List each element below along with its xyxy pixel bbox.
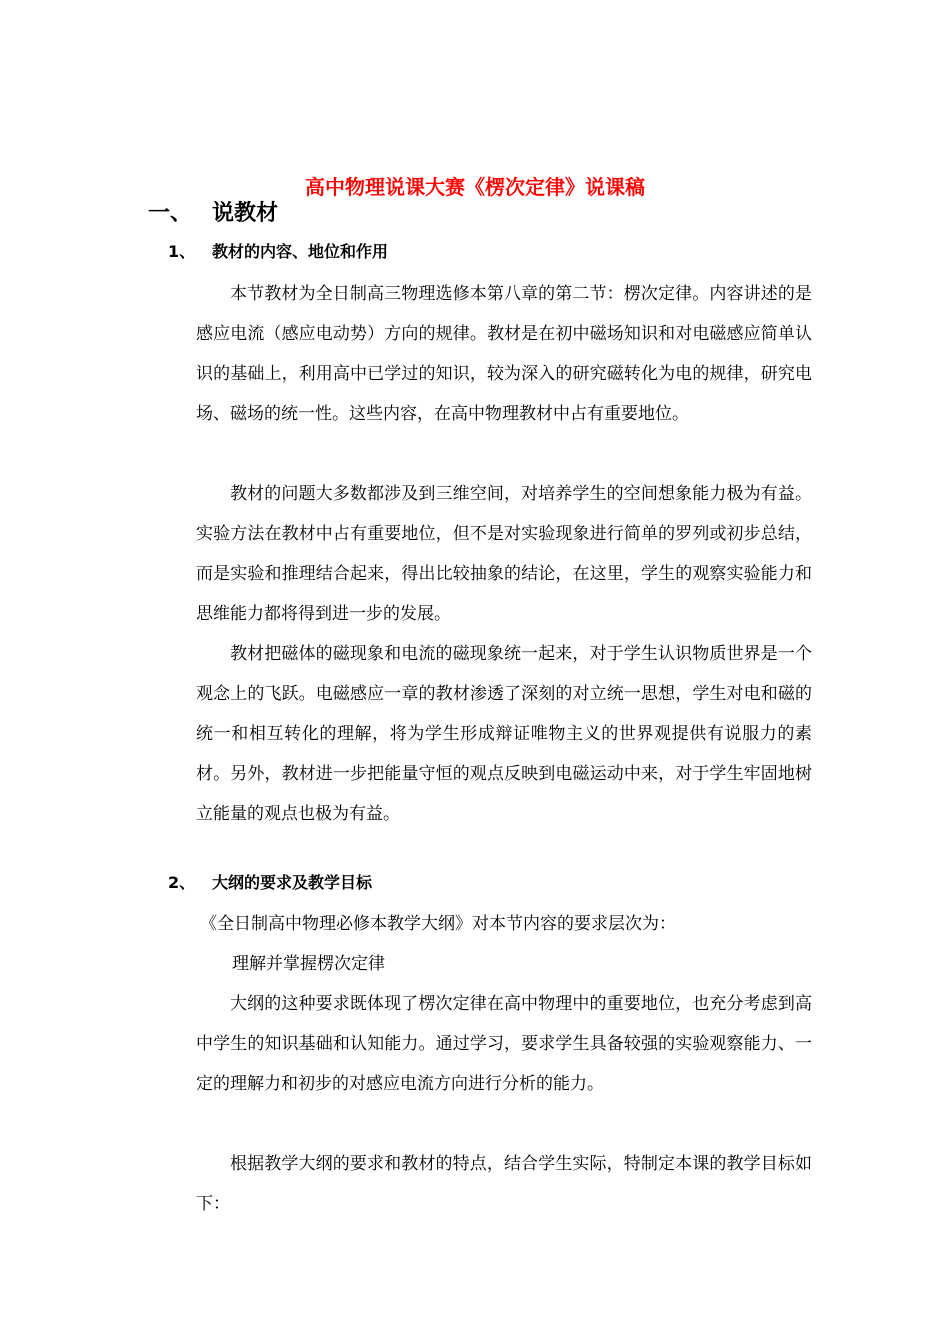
- subsection-number: 2、: [168, 873, 196, 892]
- subsection-title: 教材的内容、地位和作用: [212, 242, 389, 261]
- outline-requirement-line: 《全日制高中物理必修本教学大纲》对本节内容的要求层次为：: [200, 914, 676, 934]
- section-title: 说教材: [212, 201, 279, 226]
- paragraph-unification: 教材把磁体的磁现象和电流的磁现象统一起来，对于学生认识物质世界是一个观念上的飞跃。电磁感应一章的教材渗透了深刻的对立统一思想，学生对电和磁的统一和相互转化的理解，将为学生形成辩证唯物主义的世界观提供有说服力的素材。另外，教材进一步把能量守恒的观点反映到电磁运动中来，对于学生牢固地树立能量的观点也极为有益。: [196, 644, 812, 824]
- requirement-level: 理解并掌握楞次定律: [232, 954, 385, 974]
- section-number: 一、: [148, 201, 193, 226]
- paragraph-teaching-goals: 根据教学大纲的要求和教材的特点，结合学生实际，特制定本课的教学目标如下：: [196, 1154, 812, 1214]
- paragraph-outline-analysis: 大纲的这种要求既体现了楞次定律在高中物理中的重要地位，也充分考虑到高中学生的知识基础和认知能力。通过学习，要求学生具备较强的实验观察能力、一定的理解力和初步的对感应电流方向进行分析的能力。: [196, 994, 812, 1094]
- subsection-number: 1、: [168, 242, 196, 261]
- document-title: 高中物理说课大赛《楞次定律》说课稿: [305, 175, 645, 199]
- paragraph-content-status: 本节教材为全日制高三物理选修本第八章的第二节：楞次定律。内容讲述的是感应电流（感应电动势）方向的规律。教材是在初中磁场知识和对电磁感应简单认识的基础上，利用高中已学过的知识，较为深入的研究磁转化为电的规律，研究电场、磁场的统一性。这些内容，在高中物理教材中占有重要地位。: [196, 284, 812, 424]
- subsection-title: 大纲的要求及教学目标: [212, 873, 373, 892]
- paragraph-spatial-experiment: 教材的问题大多数都涉及到三维空间，对培养学生的空间想象能力极为有益。实验方法在教材中占有重要地位，但不是对实验现象进行简单的罗列或初步总结，而是实验和推理结合起来，得出比较抽象的结论，在这里，学生的观察实验能力和思维能力都将得到进一步的发展。: [196, 484, 812, 624]
